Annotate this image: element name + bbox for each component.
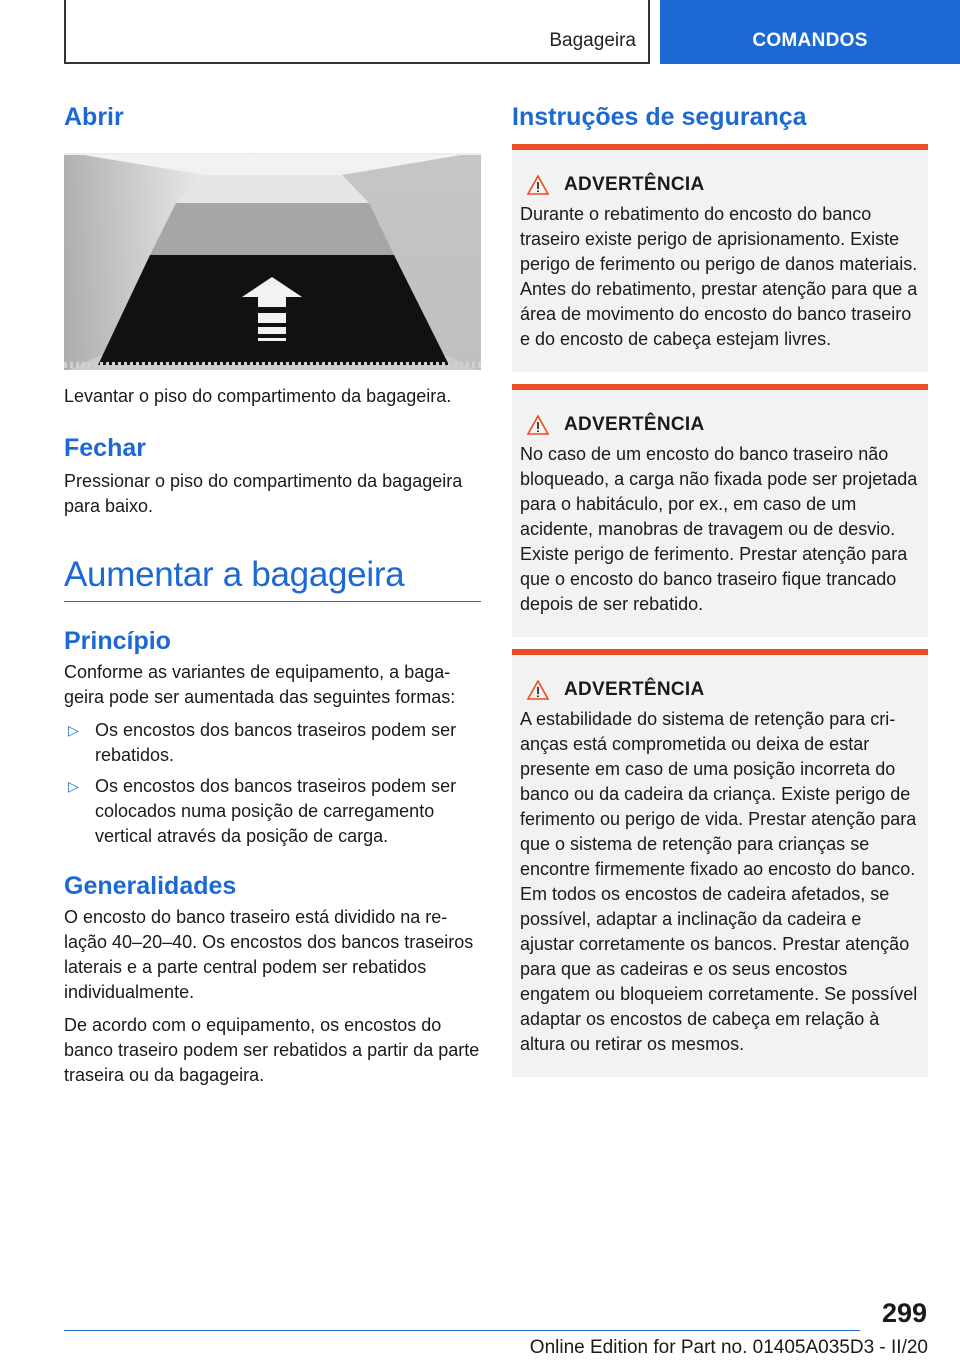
list-item-text: Os encostos dos bancos traseiros podem ser colocados numa posição de carregamento vertical através da posição de carga.	[95, 776, 457, 846]
aumentar-heading: Aumentar a bagageira	[64, 555, 405, 594]
warning-triangle-icon	[526, 414, 550, 436]
header-section-title: Bagageira	[549, 30, 636, 51]
triangle-bullet-icon: ▷	[68, 722, 79, 738]
trunk-floor-photo	[64, 153, 481, 370]
header-chapter-tab	[660, 0, 960, 64]
options-list	[64, 718, 481, 849]
generalidades-paragraph-1: O encosto do banco traseiro está dividido na relação 40–20–40. Os encostos dos bancos traseiros laterais e a parte central podem ser rebatidos individualmente.	[64, 907, 474, 1002]
fechar-heading: Fechar	[64, 434, 146, 462]
list-item	[64, 718, 481, 768]
abrir-caption: Levantar o piso do compartimento da bagageira.	[64, 386, 452, 406]
warning-header	[520, 410, 920, 440]
abrir-heading: Abrir	[64, 103, 124, 131]
fechar-text: Pressionar o piso do compartimento da bagageira para baixo.	[64, 471, 463, 516]
warning-text: A estabilidade do sistema de retenção para crianças está comprometida ou deixa de estar presente em caso de uma posição incorreta do banco ou da cadeira da criança. Existe perigo de ferimento ou perigo de vida. Prestar atenção para que o sistema de retenção para crianças se encontre firmemente fixado ao encosto do banco. Em todos os encostos de cadeira afetados, se possível, adaptar a inclinação da cadeira e ajustar corretamente os bancos. Prestar atenção para que as cadeiras e os seus encostos engatem ou bloqueiem corretamente. Se possível adaptar os encostos de cabeça em relação à altura ou retirar os mesmos.	[520, 709, 918, 1054]
warning-label: ADVERTÊNCIA	[564, 174, 705, 195]
footer-edition: Online Edition for Part no. 01405A035D3 - II/20	[529, 1337, 928, 1358]
page-number: 299	[881, 1298, 927, 1328]
trunk-illustration	[64, 155, 481, 370]
section-rule	[64, 601, 481, 602]
generalidades-heading: Generalidades	[64, 872, 237, 900]
principio-text: Conforme as variantes de equipamento, a bagageira pode ser aumentada das seguintes formas:	[64, 662, 456, 707]
warning-text: No caso de um encosto do banco traseiro não bloqueado, a carga não fixada pode ser projetada para o habitáculo, por ex., em caso de um acidente, manobras de travagem ou de desvio. Existe perigo de ferimento. Prestar atenção para que o encosto do banco traseiro fique trancado depois de ser rebatido.	[520, 444, 918, 614]
principio-heading: Princípio	[64, 627, 171, 655]
warning-box	[512, 649, 928, 1077]
warning-label: ADVERTÊNCIA	[564, 414, 705, 435]
generalidades-paragraph-2: De acordo com o equipamento, os encostos do banco traseiro podem ser rebatidos a partir da parte traseira ou da bagageira.	[64, 1015, 480, 1085]
warning-label: ADVERTÊNCIA	[564, 679, 705, 700]
footer-rule	[64, 1330, 860, 1331]
list-item-text: Os encostos dos bancos traseiros podem ser rebatidos.	[95, 720, 457, 765]
warning-triangle-icon	[526, 679, 550, 701]
warning-text: Durante o rebatimento do encosto do banco traseiro existe perigo de aprisionamento. Existe perigo de ferimento ou perigo de danos materiais. Antes do rebatimento, prestar atenção para que a área de movimento do encosto do banco traseiro e do encosto de cabeça estejam livres.	[520, 204, 918, 349]
right-column	[512, 100, 928, 1077]
header-section-box	[64, 0, 650, 64]
warning-header	[520, 170, 920, 200]
header-chapter-title: COMANDOS	[752, 30, 868, 51]
triangle-bullet-icon: ▷	[68, 778, 79, 794]
warning-triangle-icon	[526, 174, 550, 196]
safety-heading: Instruções de segurança	[512, 103, 807, 131]
list-item	[64, 774, 481, 849]
warning-header	[520, 675, 920, 705]
left-column	[64, 100, 481, 1088]
warning-box	[512, 384, 928, 637]
warning-box	[512, 144, 928, 372]
